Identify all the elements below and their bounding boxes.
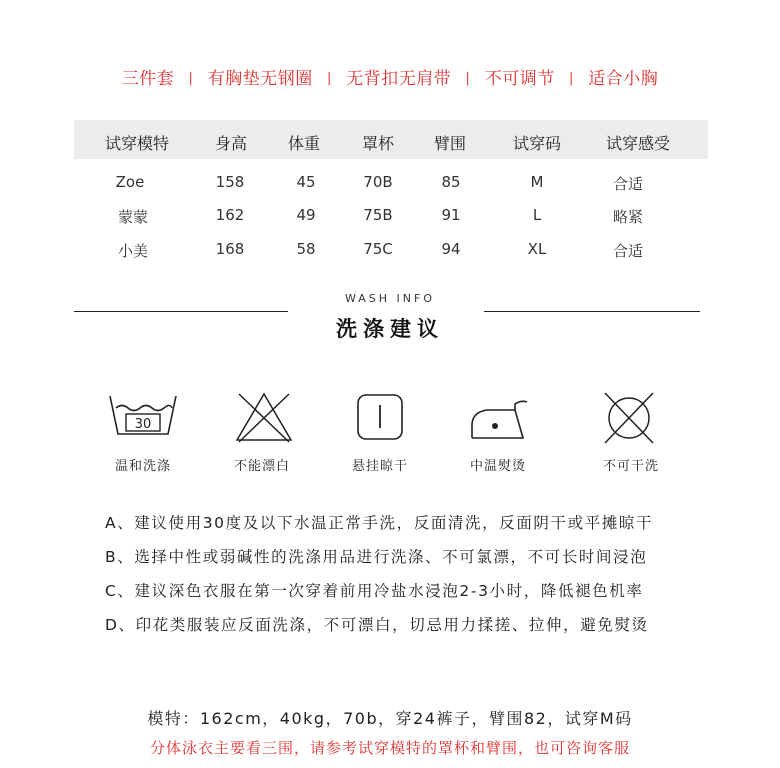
table-cell: 85 — [441, 173, 461, 191]
table-cell: 91 — [441, 206, 461, 224]
divider-right — [484, 311, 700, 312]
wash-info-title: 洗涤建议 — [336, 317, 444, 341]
fitting-note: 分体泳衣主要看三围，请参考试穿模特的罩杯和臂围，也可咨询客服 — [149, 739, 630, 757]
hang-dry-icon — [340, 390, 420, 450]
wash-instruction: B、选择中性或弱碱性的洗涤用品进行洗涤、不可氯漂，不可长时间浸泡 — [105, 548, 648, 566]
icon-label: 中温熨烫 — [469, 459, 526, 474]
feature-item: 三件套 — [121, 69, 175, 89]
table-cell: 168 — [215, 240, 245, 258]
feature-item: 不可调节 — [484, 69, 555, 89]
table-cell: 75C — [363, 240, 393, 258]
table-header-cell: 身高 — [214, 134, 247, 153]
table-cell: 略紧 — [612, 208, 643, 226]
table-cell: 合适 — [612, 242, 643, 260]
table-header-cell: 罩杯 — [361, 134, 394, 153]
wash-temperature: 30 — [134, 417, 152, 432]
table-cell: 蒙蒙 — [117, 208, 148, 226]
feature-line — [0, 64, 780, 89]
table-cell: 合适 — [612, 175, 643, 193]
separator: 丨 — [183, 70, 199, 88]
icon-label: 悬挂晾干 — [351, 459, 408, 474]
table-cell: 小美 — [117, 242, 148, 260]
table-header-cell: 试穿感受 — [605, 134, 670, 153]
table-header-cell: 臂围 — [433, 134, 466, 153]
feature-item: 无背扣无肩带 — [346, 69, 452, 89]
table-cell: XL — [527, 240, 547, 258]
table-cell: 162 — [215, 206, 245, 224]
table-cell: Zoe — [115, 173, 145, 191]
feature-item: 有胸垫无钢圈 — [207, 69, 313, 89]
table-header-cell: 试穿模特 — [104, 134, 169, 153]
table-cell: 58 — [296, 240, 316, 258]
hand-wash-30-icon — [103, 390, 183, 450]
separator: 丨 — [460, 70, 476, 88]
hand-wash-30-icon — [103, 390, 183, 450]
model-info: 模特：162cm，40kg，70b，穿24裤子，臂围82，试穿M码 — [147, 709, 633, 728]
wash-instruction: D、印花类服装应反面洗涤，不可漂白，切忌用力揉搓、拉伸，避免熨烫 — [105, 616, 649, 634]
wash-info-title-en: WASH INFO — [344, 292, 435, 305]
table-cell: 49 — [296, 206, 316, 224]
table-cell: 158 — [215, 173, 245, 191]
table-cell: 45 — [296, 173, 316, 191]
icon-label: 温和洗涤 — [114, 459, 171, 474]
icon-label: 不可干洗 — [602, 459, 659, 474]
feature-item: 适合小胸 — [588, 69, 659, 89]
icon-label: 不能漂白 — [233, 459, 290, 474]
wash-instruction: A、建议使用30度及以下水温正常手洗，反面清洗，反面阴干或平摊晾干 — [105, 514, 654, 532]
do-not-bleach-icon — [224, 390, 304, 450]
table-cell: M — [530, 173, 544, 191]
iron-medium-icon — [459, 390, 539, 450]
table-header-cell: 试穿码 — [512, 134, 561, 153]
divider-left — [74, 311, 288, 312]
table-cell: 75B — [363, 206, 393, 224]
table-cell: L — [532, 206, 542, 224]
table-header-cell: 体重 — [287, 134, 320, 153]
wash-instruction: C、建议深色衣服在第一次穿着前用冷盐水浸泡2-3小时，降低褪色机率 — [105, 582, 644, 600]
table-cell: 94 — [441, 240, 461, 258]
table-cell: 70B — [363, 173, 393, 191]
separator: 丨 — [321, 70, 338, 88]
do-not-dry-clean-icon — [589, 390, 669, 450]
separator: 丨 — [563, 70, 580, 88]
